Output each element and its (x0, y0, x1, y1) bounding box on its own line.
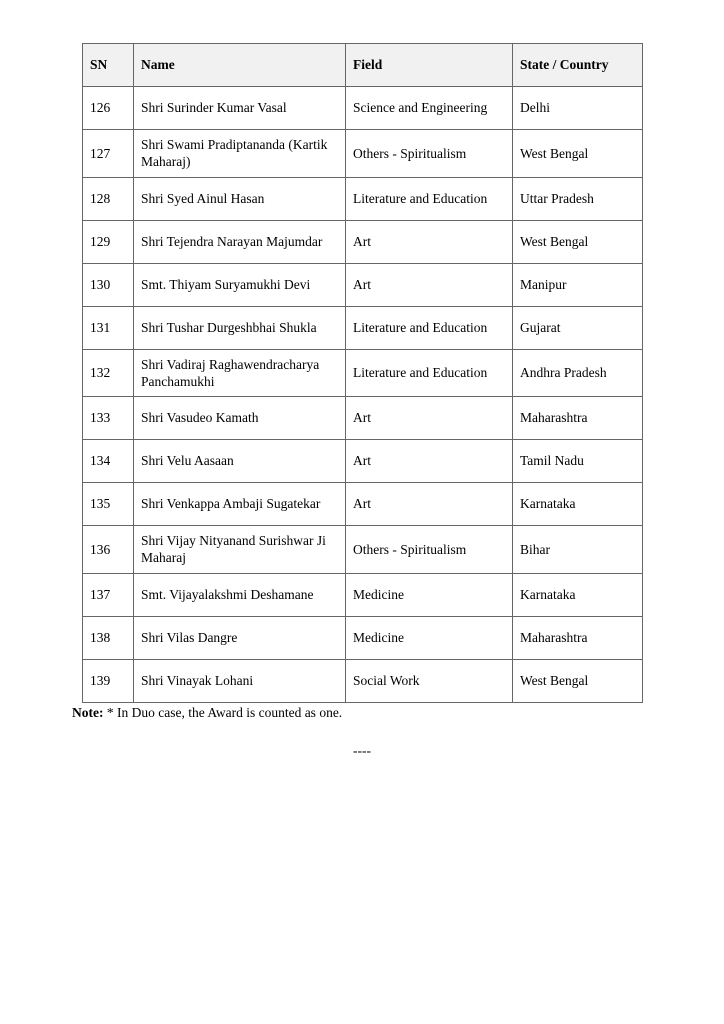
cell-state: West Bengal (513, 220, 643, 263)
column-header-field: Field (346, 44, 513, 87)
column-header-sn: SN (83, 44, 134, 87)
cell-sn: 130 (83, 263, 134, 306)
cell-field: Science and Engineering (346, 87, 513, 130)
cell-name: Shri Vinayak Lohani (134, 659, 346, 702)
table-row (83, 659, 643, 702)
section-separator: ---- (353, 743, 371, 758)
cell-sn: 135 (83, 483, 134, 526)
cell-name: Smt. Thiyam Suryamukhi Devi (134, 263, 346, 306)
cell-name: Shri Vilas Dangre (134, 616, 346, 659)
cell-state: Maharashtra (513, 616, 643, 659)
table-row (83, 616, 643, 659)
cell-sn: 128 (83, 177, 134, 220)
cell-state: Uttar Pradesh (513, 177, 643, 220)
cell-sn: 136 (83, 526, 134, 574)
column-header-name: Name (134, 44, 346, 87)
cell-sn: 126 (83, 87, 134, 130)
cell-name: Shri Vasudeo Kamath (134, 397, 346, 440)
cell-sn: 129 (83, 220, 134, 263)
cell-name: Shri Swami Pradiptananda (Kartik Maharaj) (134, 130, 346, 178)
cell-state: Bihar (513, 526, 643, 574)
cell-field: Art (346, 483, 513, 526)
cell-field: Art (346, 263, 513, 306)
table-row (83, 483, 643, 526)
cell-state: West Bengal (513, 659, 643, 702)
cell-field: Medicine (346, 616, 513, 659)
table-row (83, 526, 643, 574)
cell-field: Others - Spiritualism (346, 526, 513, 574)
cell-state: West Bengal (513, 130, 643, 178)
table-header (83, 44, 643, 87)
table-row (83, 349, 643, 397)
cell-state: Karnataka (513, 483, 643, 526)
cell-field: Art (346, 440, 513, 483)
cell-name: Shri Velu Aasaan (134, 440, 346, 483)
table-row (83, 87, 643, 130)
cell-state: Delhi (513, 87, 643, 130)
cell-field: Art (346, 397, 513, 440)
table-row (83, 220, 643, 263)
cell-state: Manipur (513, 263, 643, 306)
cell-sn: 134 (83, 440, 134, 483)
cell-state: Andhra Pradesh (513, 349, 643, 397)
table-row (83, 397, 643, 440)
cell-name: Shri Vijay Nityanand Surishwar Ji Maharaj (134, 526, 346, 574)
cell-field: Literature and Education (346, 306, 513, 349)
table-header-row (83, 44, 643, 87)
table-row (83, 440, 643, 483)
cell-state: Gujarat (513, 306, 643, 349)
cell-field: Literature and Education (346, 349, 513, 397)
cell-name: Shri Syed Ainul Hasan (134, 177, 346, 220)
cell-field: Others - Spiritualism (346, 130, 513, 178)
cell-name: Shri Tushar Durgeshbhai Shukla (134, 306, 346, 349)
cell-sn: 133 (83, 397, 134, 440)
cell-sn: 137 (83, 573, 134, 616)
table-row (83, 306, 643, 349)
cell-name: Shri Tejendra Narayan Majumdar (134, 220, 346, 263)
cell-field: Art (346, 220, 513, 263)
cell-state: Maharashtra (513, 397, 643, 440)
cell-sn: 132 (83, 349, 134, 397)
table-body (83, 87, 643, 703)
table-row (83, 263, 643, 306)
table-row (83, 130, 643, 178)
cell-name: Shri Vadiraj Raghawendracharya Panchamukhi (134, 349, 346, 397)
cell-sn: 138 (83, 616, 134, 659)
cell-state: Tamil Nadu (513, 440, 643, 483)
cell-field: Social Work (346, 659, 513, 702)
cell-field: Literature and Education (346, 177, 513, 220)
cell-state: Karnataka (513, 573, 643, 616)
footer-note (72, 704, 342, 722)
cell-name: Shri Venkappa Ambaji Sugatekar (134, 483, 346, 526)
cell-name: Smt. Vijayalakshmi Deshamane (134, 573, 346, 616)
table-row (83, 177, 643, 220)
column-header-state: State / Country (513, 44, 643, 87)
cell-sn: 127 (83, 130, 134, 178)
awards-table (82, 43, 643, 703)
cell-sn: 131 (83, 306, 134, 349)
cell-name: Shri Surinder Kumar Vasal (134, 87, 346, 130)
footer-note-label: Note: (72, 705, 104, 720)
cell-field: Medicine (346, 573, 513, 616)
table-row (83, 573, 643, 616)
footer-note-text: * In Duo case, the Award is counted as one. (106, 705, 343, 720)
cell-sn: 139 (83, 659, 134, 702)
